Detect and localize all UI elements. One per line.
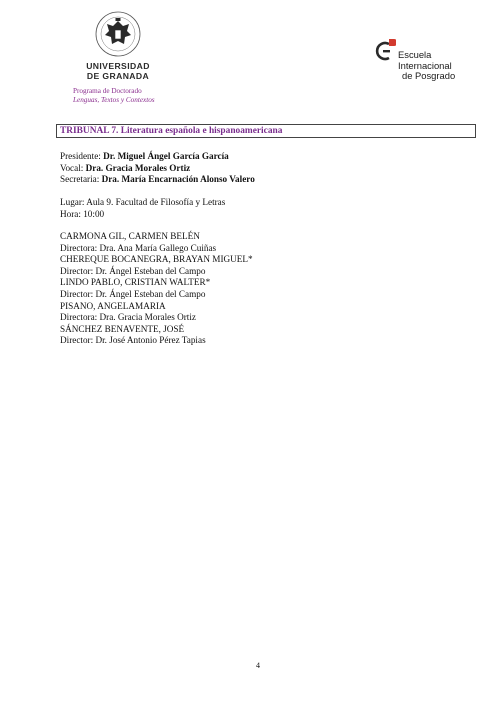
member-vocal: Vocal: Dra. Gracia Morales Ortiz: [60, 162, 191, 173]
school-line3: de Posgrado: [402, 70, 456, 81]
member-president: Presidente: Dr. Miguel Ángel García García: [60, 151, 229, 161]
escuela-posgrado-logo: [374, 38, 474, 82]
program-line1: Programa de Doctorado: [73, 87, 142, 95]
candidate-director: Director: Dr. Ángel Esteban del Campo: [60, 265, 206, 276]
school-line2: Internacional: [398, 59, 452, 71]
university-name: [78, 61, 158, 81]
escuela-logo-icon: [374, 38, 396, 64]
university-name-line1: UNIVERSIDAD: [86, 61, 150, 71]
session-time: Hora: 10:00: [60, 208, 105, 219]
candidate-director: Directora: Dra. Gracia Morales Ortiz: [60, 312, 196, 323]
tribunal-title-box: [56, 124, 476, 138]
university-seal-icon: [94, 10, 142, 58]
member-secretary: Secretaria: Dra. María Encarnación Alonso Valero: [60, 174, 255, 185]
tribunal-title: TRIBUNAL 7. Literatura española e hispanoamericana: [60, 126, 283, 136]
tribunal-members: [60, 151, 255, 186]
candidate-name: LINDO PABLO, CRISTIAN WALTER*: [60, 277, 211, 288]
candidate-director: Director: Dr. José Antonio Pérez Tapias: [60, 335, 206, 346]
candidate-director: Director: Dr. Ángel Esteban del Campo: [60, 288, 206, 299]
candidate-name: CHEREQUE BOCANEGRA, BRAYAN MIGUEL*: [60, 254, 253, 265]
program-line2: Lenguas, Textos y Contextos: [73, 96, 155, 104]
page-number: 4: [256, 661, 260, 670]
candidate-name: PISANO, ANGELAMARIA: [60, 300, 166, 311]
session-info: [60, 197, 225, 220]
doctoral-program: [73, 87, 155, 105]
candidate-name: SÁNCHEZ BENAVENTE, JOSÉ: [60, 323, 185, 334]
candidate-director: Directora: Dra. Ana María Gallego Cuiñas: [60, 242, 217, 253]
session-place: Lugar: Aula 9. Facultad de Filosofía y Letras: [60, 197, 226, 207]
university-name-line2: DE GRANADA: [86, 71, 150, 81]
university-logo: [78, 10, 158, 81]
candidate-name: CARMONA GIL, CARMEN BELÉN: [60, 231, 200, 241]
candidate-list: [60, 231, 253, 347]
school-line1: Escuela: [398, 49, 432, 60]
escuela-name: [398, 50, 455, 82]
